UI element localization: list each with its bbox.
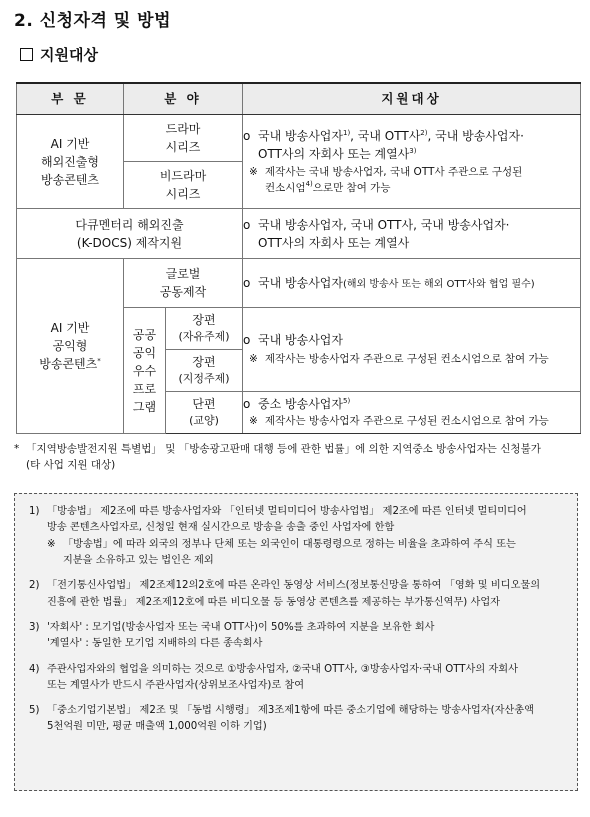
note-text: 제작사는 방송사업자 주관으로 구성된 컨소시엄으로 참여 가능 — [265, 415, 549, 428]
field-label-line: 공공 — [132, 327, 157, 342]
target-text: 국내 방송사업자 — [258, 276, 343, 290]
note-line: '계열사' : 동일한 모기업 지배하의 다른 종속회사 — [47, 638, 263, 650]
section-subtitle — [20, 44, 98, 65]
table-row — [17, 209, 581, 259]
note-line: 진흥에 관한 법률」 제2조제12호에 따른 비디오물 등 동영상 콘텐츠를 제공하는 부가통신역무) 사업자 — [47, 596, 501, 608]
field-label-line: 공동제작 — [159, 285, 207, 299]
field-long-free — [166, 308, 243, 350]
target-bullet — [243, 127, 580, 163]
note-line: 주관사업자와의 협업을 의미하는 것으로 ①방송사업자, ②국내 OTT사, ③방송사업자·국내 OTT사의 자회사 — [47, 663, 518, 675]
sector-label-line: 공익형 — [52, 339, 88, 353]
target-text: (해외 방송사 또는 해외 OTT사와 협업 필수) — [342, 279, 535, 290]
table-row — [17, 115, 581, 162]
note-number: 2) — [29, 580, 40, 592]
header-sector: 부 문 — [17, 83, 124, 115]
field-label-line: 드라마 — [165, 122, 201, 136]
note-line: 「방송법」에 따라 외국의 정부나 단체 또는 외국인이 대통령령으로 정하는 비율을 초과하여 주식 또는 — [63, 538, 516, 550]
note-text: 제작사는 방송사업자 주관으로 구성된 컨소시엄으로 참여 가능 — [265, 353, 549, 366]
footnote-text: 「지역방송발전지원 특별법」 및 「방송광고판매 대행 등에 관한 법률」에 의한 지역중소 방송사업자는 신청불가 — [26, 443, 541, 455]
field-label-line: 우수 — [132, 363, 157, 378]
square-bullet-icon — [20, 48, 33, 61]
bullet-mark: o — [243, 128, 251, 143]
field-nondrama-series — [124, 162, 243, 209]
note-line: 「전기통신사업법」 제2조제12의2호에 따른 온라인 동영상 서비스(정보통신망을 통하여 「영화 및 비디오물의 — [47, 580, 541, 592]
note-number: 1) — [29, 506, 40, 517]
target-bullet — [243, 274, 580, 292]
note-mark: ※ — [249, 415, 258, 428]
field-label-line: (지정주제) — [178, 372, 230, 386]
field-short — [166, 392, 243, 434]
note-number: 4) — [29, 663, 40, 675]
notes-box — [14, 493, 578, 791]
footnote-ref: 3) — [409, 146, 417, 155]
target-text: 국내 방송사업자, 국내 OTT사, 국내 방송사업자· — [258, 217, 510, 232]
note-mark: ※ — [249, 353, 258, 366]
target-text: OTT사의 자회사 또는 계열사 — [258, 235, 410, 250]
table-footnote — [14, 441, 574, 474]
note-line: '자회사' : 모기업(방송사업자 또는 국내 OTT사)이 50%를 초과하여 지분을 보유한 회사 — [47, 621, 435, 633]
target-short — [243, 392, 581, 434]
footnote-ref: 2) — [420, 128, 428, 137]
note-subnote — [47, 537, 563, 570]
field-label-line: 비드라마 — [159, 169, 207, 183]
sector-label-line: 해외진출형 — [41, 154, 99, 169]
note-mark: ※ — [47, 538, 56, 550]
note-line: 「중소기업기본법」 제2조 및 「동법 시행령」 제3조제1항에 따른 중소기업에 해당하는 방송사업자(자산총액 — [47, 705, 534, 717]
target-text: , 국내 방송사업자· — [427, 128, 524, 143]
table-header-row — [17, 83, 581, 115]
eligibility-table — [16, 82, 581, 434]
field-label-line: 프로 — [132, 381, 157, 396]
note-item — [29, 662, 563, 695]
note-item — [29, 504, 563, 569]
note-number: 5) — [29, 705, 40, 717]
sector-label-line: 방송콘텐츠 — [41, 172, 99, 187]
target-global — [243, 259, 581, 308]
field-label-line: 장편 — [192, 313, 216, 328]
header-target: 지원대상 — [243, 83, 581, 115]
target-note — [243, 165, 580, 197]
sector-ai-overseas — [17, 115, 124, 209]
footnote-ref: 4) — [305, 179, 313, 188]
field-label-line: (자유주제) — [178, 330, 230, 344]
note-text: 컨소시엄 — [265, 181, 306, 194]
field-label-line: 시리즈 — [165, 140, 201, 154]
footnote-mark: * — [14, 443, 20, 455]
sector-label-line: 방송콘텐츠 — [39, 357, 98, 371]
note-line: 5천억원 미만, 평균 매출액 1,000억원 이하 기업) — [47, 721, 267, 733]
field-public-program — [124, 308, 166, 434]
note-line: 「방송법」 제2조에 따른 방송사업자와 「인터넷 멀티미디어 방송사업법」 제2조에 따른 인터넷 멀티미디어 — [47, 506, 527, 517]
sector-label-line: 다큐멘터리 해외진출 — [75, 217, 184, 232]
note-text: 제작사는 국내 방송사업자, 국내 OTT사 주관으로 구성된 — [265, 165, 523, 178]
footnote-ref: 5) — [342, 397, 351, 406]
note-item — [29, 620, 563, 653]
note-text: 으로만 참여 가능 — [312, 181, 391, 194]
sector-label-line: AI 기반 — [50, 136, 90, 151]
header-field: 분 야 — [124, 83, 243, 115]
note-item — [29, 578, 563, 611]
note-line: 지분을 소유하고 있는 법인은 제외 — [63, 554, 214, 566]
field-label-line: 그램 — [132, 399, 157, 414]
target-bullet — [243, 395, 580, 413]
section-title: 2. 신청자격 및 방법 — [14, 11, 171, 31]
footnote-text: (타 사업 지원 대상) — [26, 459, 116, 472]
target-text: 중소 방송사업자 — [258, 397, 343, 412]
sector-k-docs — [17, 209, 243, 259]
field-label-line: 장편 — [192, 355, 216, 370]
bullet-mark: o — [243, 276, 251, 290]
field-label-line: 글로벌 — [165, 267, 201, 281]
note-item — [29, 703, 563, 736]
target-text: OTT사의 자회사 또는 계열사 — [258, 146, 410, 161]
table-row — [17, 259, 581, 308]
target-text: 국내 방송사업자 — [258, 333, 343, 348]
bullet-mark: o — [243, 397, 251, 412]
note-line: 방송 콘텐츠사업자로, 신청일 현재 실시간으로 방송을 송출 중인 사업자에 한함 — [47, 522, 395, 534]
subtitle-text: 지원대상 — [40, 46, 98, 64]
field-label-line: (교양) — [189, 414, 219, 428]
target-k-docs — [243, 209, 581, 259]
footnote-ref: 1) — [342, 128, 351, 137]
target-text: 국내 방송사업자 — [258, 128, 343, 143]
sector-label-line: AI 기반 — [50, 321, 90, 335]
bullet-mark: o — [243, 217, 251, 232]
sector-label-line: (K-DOCS) 제작지원 — [76, 235, 183, 250]
target-text: , 국내 OTT사 — [350, 128, 421, 143]
target-long — [243, 308, 581, 392]
field-global-coproduction — [124, 259, 243, 308]
note-line: 또는 계열사가 반드시 주관사업자(상위보조사업자)로 참여 — [47, 679, 305, 691]
target-bullet — [243, 331, 580, 349]
field-label-line: 공익 — [132, 345, 157, 360]
sector-ai-public — [17, 259, 124, 434]
field-label-line: 단편 — [192, 397, 216, 412]
footnote-ref: * — [97, 357, 101, 365]
target-ai-overseas — [243, 115, 581, 209]
target-bullet — [243, 216, 580, 252]
bullet-mark: o — [243, 333, 251, 348]
field-long-set — [166, 350, 243, 392]
target-note — [243, 414, 580, 430]
note-number: 3) — [29, 621, 40, 633]
note-mark: ※ — [249, 165, 258, 178]
field-label-line: 시리즈 — [165, 187, 201, 201]
field-drama-series — [124, 115, 243, 162]
target-note — [243, 352, 580, 368]
